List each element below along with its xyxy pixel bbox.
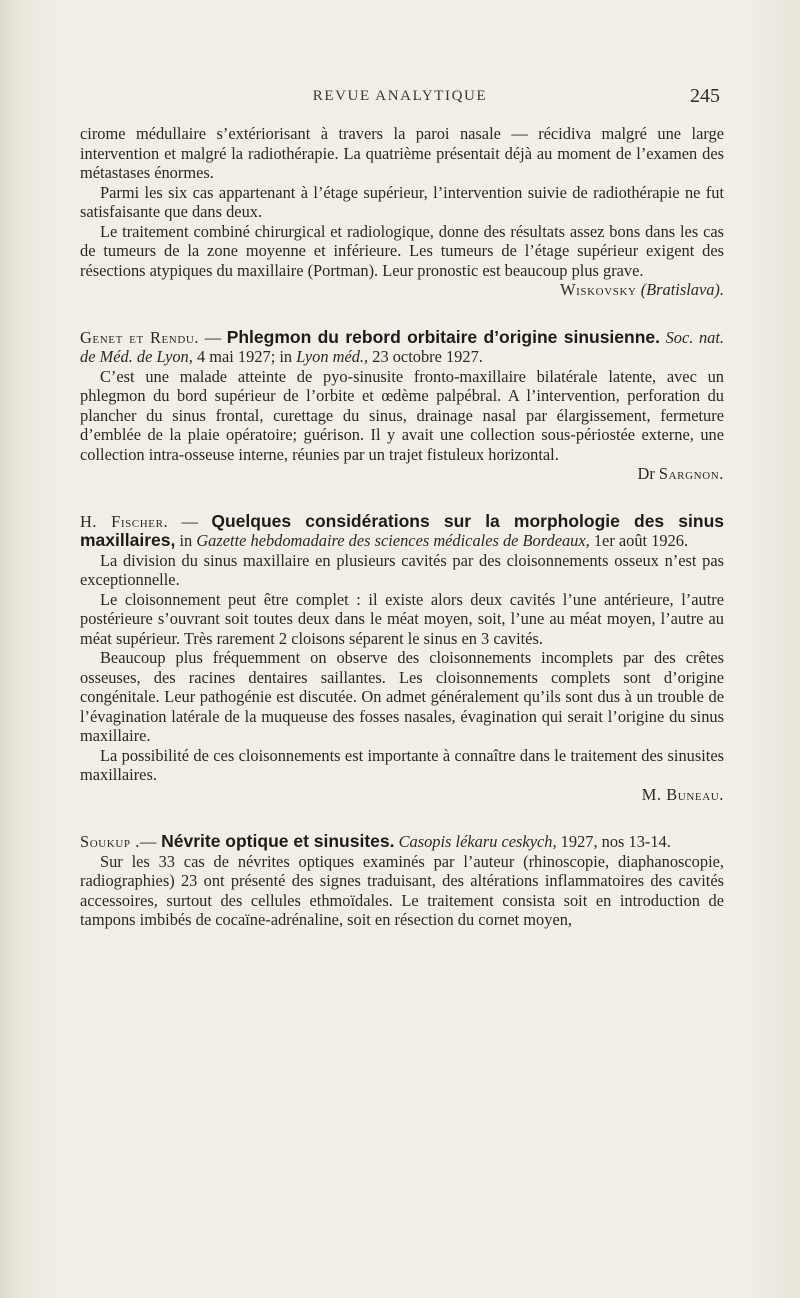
article-heading: H. Fischer. — Quelques considérations sur la morphologie des sinus maxillaires, in Gazette hebdomadaire des sciences médicales de Bordeaux, 1er août 1926.: [80, 510, 724, 550]
article-soukup: [80, 832, 724, 930]
article-authors: Genet et Rendu.: [80, 327, 200, 347]
paragraph: Le traitement combiné chirurgical et radiologique, donne des résultats assez bons dans les cas de tumeurs de la zone moyenne et inférieure. Les tumeurs de l’étage supérieur exigent des résections atypiques du maxillaire (Portman). Leur pronostic est beaucoup plus grave.: [80, 221, 724, 280]
reviewer-signature: [80, 280, 724, 300]
page-content: [80, 124, 724, 930]
running-title: REVUE ANALYTIQUE: [312, 88, 488, 104]
article-source: in: [179, 531, 193, 550]
article-source: Gazette hebdomadaire des sciences médicales de Bordeaux,: [196, 531, 590, 550]
reviewer-name: Wiskovsky: [560, 280, 637, 299]
reviewer-title: Dr: [637, 464, 655, 483]
article-authors: Soukup .—: [80, 832, 157, 851]
reviewer-name: Sargnon.: [658, 464, 724, 483]
article-heading: Genet et Rendu. — Phlegmon du rebord orbitaire d’origine sinusienne. Soc. nat. de Méd. de Lyon, 4 mai 1927; in Lyon méd., 23 octobre 1927.: [80, 326, 724, 366]
article-source: Casopis lékaru ceskych,: [398, 832, 557, 851]
reviewer-place: (Bratislava).: [640, 280, 724, 299]
article-heading: [80, 832, 724, 852]
page-header: [80, 85, 720, 112]
article-source: 1927, nos 13-14.: [560, 832, 671, 851]
paragraph: cirome médullaire s’extériorisant à travers la paroi nasale — récidiva malgré une large intervention et malgré la radiothérapie. La quatrième présentait déjà au moment de l’examen des métastases énormes.: [80, 124, 724, 182]
reviewer-name: M. Buneau.: [641, 784, 724, 804]
article-source: 23 octobre 1927.: [372, 347, 483, 366]
reviewer-signature: [80, 464, 724, 484]
article-title: Névrite optique et sinusites.: [161, 831, 395, 851]
article-genet-rendu: [80, 328, 724, 484]
paragraph: C’est une malade atteinte de pyo-sinusite fronto-maxillaire bilatérale latente, avec un phlegmon du bord supérieur de l’orbite et œdème palpébral. A l’intervention, perforation du plancher du sinus frontal, curettage du sinus, drainage nasal par élargissement, fermeture d’emblée de la plaie opératoire; guérison. Il y avait une collection sous-périostée externe, une collection intra-osseuse interne, réunies par un trajet fistuleux horizontal.: [80, 366, 724, 464]
paragraph: La possibilité de ces cloisonnements est importante à connaître dans le traitement des sinusites maxillaires.: [80, 745, 724, 784]
article-fischer: [80, 512, 724, 805]
paragraph: La division du sinus maxillaire en plusieurs cavités par des cloisonnements osseux n’est pas exceptionnelle.: [80, 550, 724, 589]
page-number: 245: [690, 85, 720, 107]
article-authors: H. Fischer.: [80, 511, 169, 531]
article-title: Quelques considérations sur la morphologie des sinus maxillaires,: [80, 510, 724, 550]
article-source: 1er août 1926.: [593, 531, 689, 550]
reviewer-signature: [80, 785, 724, 805]
article-source: 4 mai 1927; in: [196, 347, 293, 366]
article-source: Lyon méd.,: [296, 347, 369, 366]
paragraph: Beaucoup plus fréquemment on observe des cloisonnements incomplets par des crêtes osseuses, des racines dentaires saillantes. Les cloisonnements complets sont d’origine congénitale. Leur pathogénie est discutée. On admet généralement qu’ils sont dus à un trouble de l’évagination latérale de la muqueuse des fosses nasales, évagination qui serait l’origine du sinus maxillaire.: [80, 648, 724, 745]
article-title: Phlegmon du rebord orbitaire d’origine sinusienne.: [226, 326, 660, 347]
paragraph: Parmi les six cas appartenant à l’étage supérieur, l’intervention suivie de radiothérapie ne fut satisfaisante que dans deux.: [80, 182, 724, 221]
paragraph: Sur les 33 cas de névrites optiques examinés par l’auteur (rhinoscopie, diaphanoscopie, radiographies) 23 ont présenté des signes traduisant, des altérations inflammatoires des cavités accessoires, surtout des cellules ethmoïdales. Le traitement consista soit en introduction de tampons imbibés de cocaïne-adrénaline, soit en résection du cornet moyen,: [80, 851, 724, 929]
article-source: Soc. nat. de Méd. de Lyon,: [80, 327, 724, 366]
paragraph: Le cloisonnement peut être complet : il existe alors deux cavités l’une antérieure, l’autre postérieure s’ouvrant soit toutes deux dans le méat moyen, soit, l’une au méat moyen, l’autre au méat supérieur. Très rarement 2 cloisons séparent le sinus en 3 cavités.: [80, 589, 724, 648]
continued-review: [80, 124, 724, 300]
